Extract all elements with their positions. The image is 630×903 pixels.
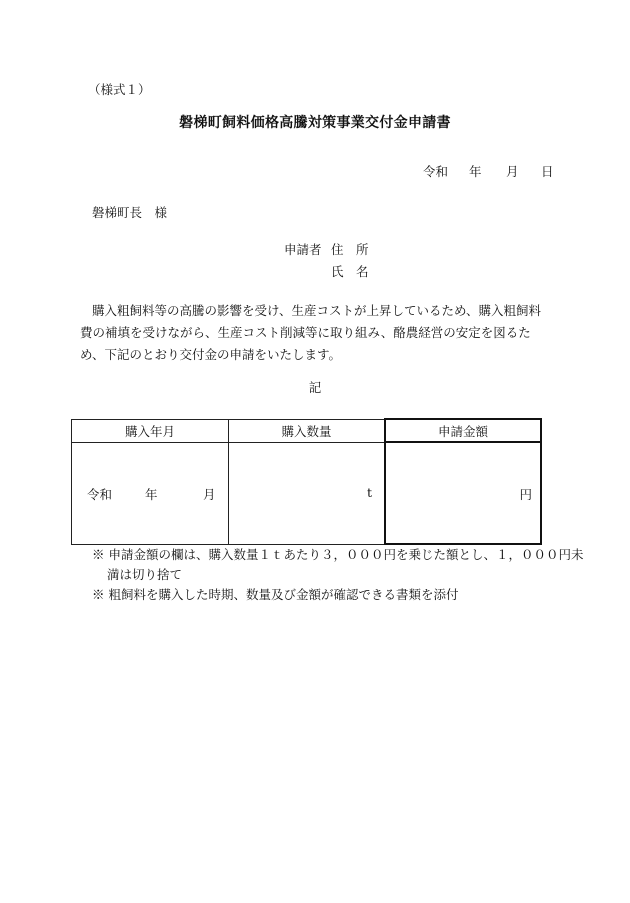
- application-table: [71, 418, 542, 545]
- note-1: ※ 申請金額の欄は、購入数量１ｔあたり３，０００円を乗じた額とし、１，０００円未: [92, 547, 584, 562]
- table-row: [72, 442, 542, 544]
- row-year: 年: [145, 486, 158, 502]
- quantity-unit: t: [366, 484, 372, 500]
- body-paragraph: [80, 300, 550, 366]
- table-header-row: [72, 419, 542, 442]
- date-month: 月: [506, 164, 519, 179]
- amount-unit: 円: [519, 487, 532, 502]
- header-application-amount: 申請金額: [385, 419, 541, 442]
- date-era: 令和: [423, 164, 449, 179]
- ki-heading: 記: [308, 380, 322, 395]
- cell-purchase-month[interactable]: [72, 442, 229, 544]
- date-year: 年: [469, 164, 482, 179]
- note-2: ※ 粗飼料を購入した時期、数量及び金額が確認できる書類を添付: [92, 587, 459, 602]
- addressee: 磐梯町長 様: [92, 205, 168, 220]
- name-label: 氏 名: [331, 264, 369, 279]
- header-purchase-quantity: 購入数量: [229, 419, 386, 442]
- body-text: 購入粗飼料等の高騰の影響を受け、生産コストが上昇しているため、購入粗飼料費の補填を受けながら、生産コスト削減等に取り組み、酪農経営の安定を図るため、下記のとおり交付金の申請をいたします。: [80, 303, 542, 362]
- row-month: 月: [203, 486, 216, 502]
- document-title: 磐梯町飼料価格高騰対策事業交付金申請書: [179, 115, 451, 131]
- header-purchase-month: 購入年月: [72, 419, 229, 442]
- applicant-label: 申請者: [284, 242, 322, 257]
- note-1-continued: 満は切り捨て: [107, 567, 183, 582]
- cell-application-amount[interactable]: [385, 442, 541, 544]
- notes: [92, 545, 583, 605]
- cell-purchase-quantity[interactable]: [229, 442, 386, 544]
- address-label: 住 所: [331, 242, 369, 257]
- row-era: 令和: [87, 486, 113, 502]
- date-day: 日: [541, 164, 554, 179]
- form-number: （様式１）: [88, 82, 151, 97]
